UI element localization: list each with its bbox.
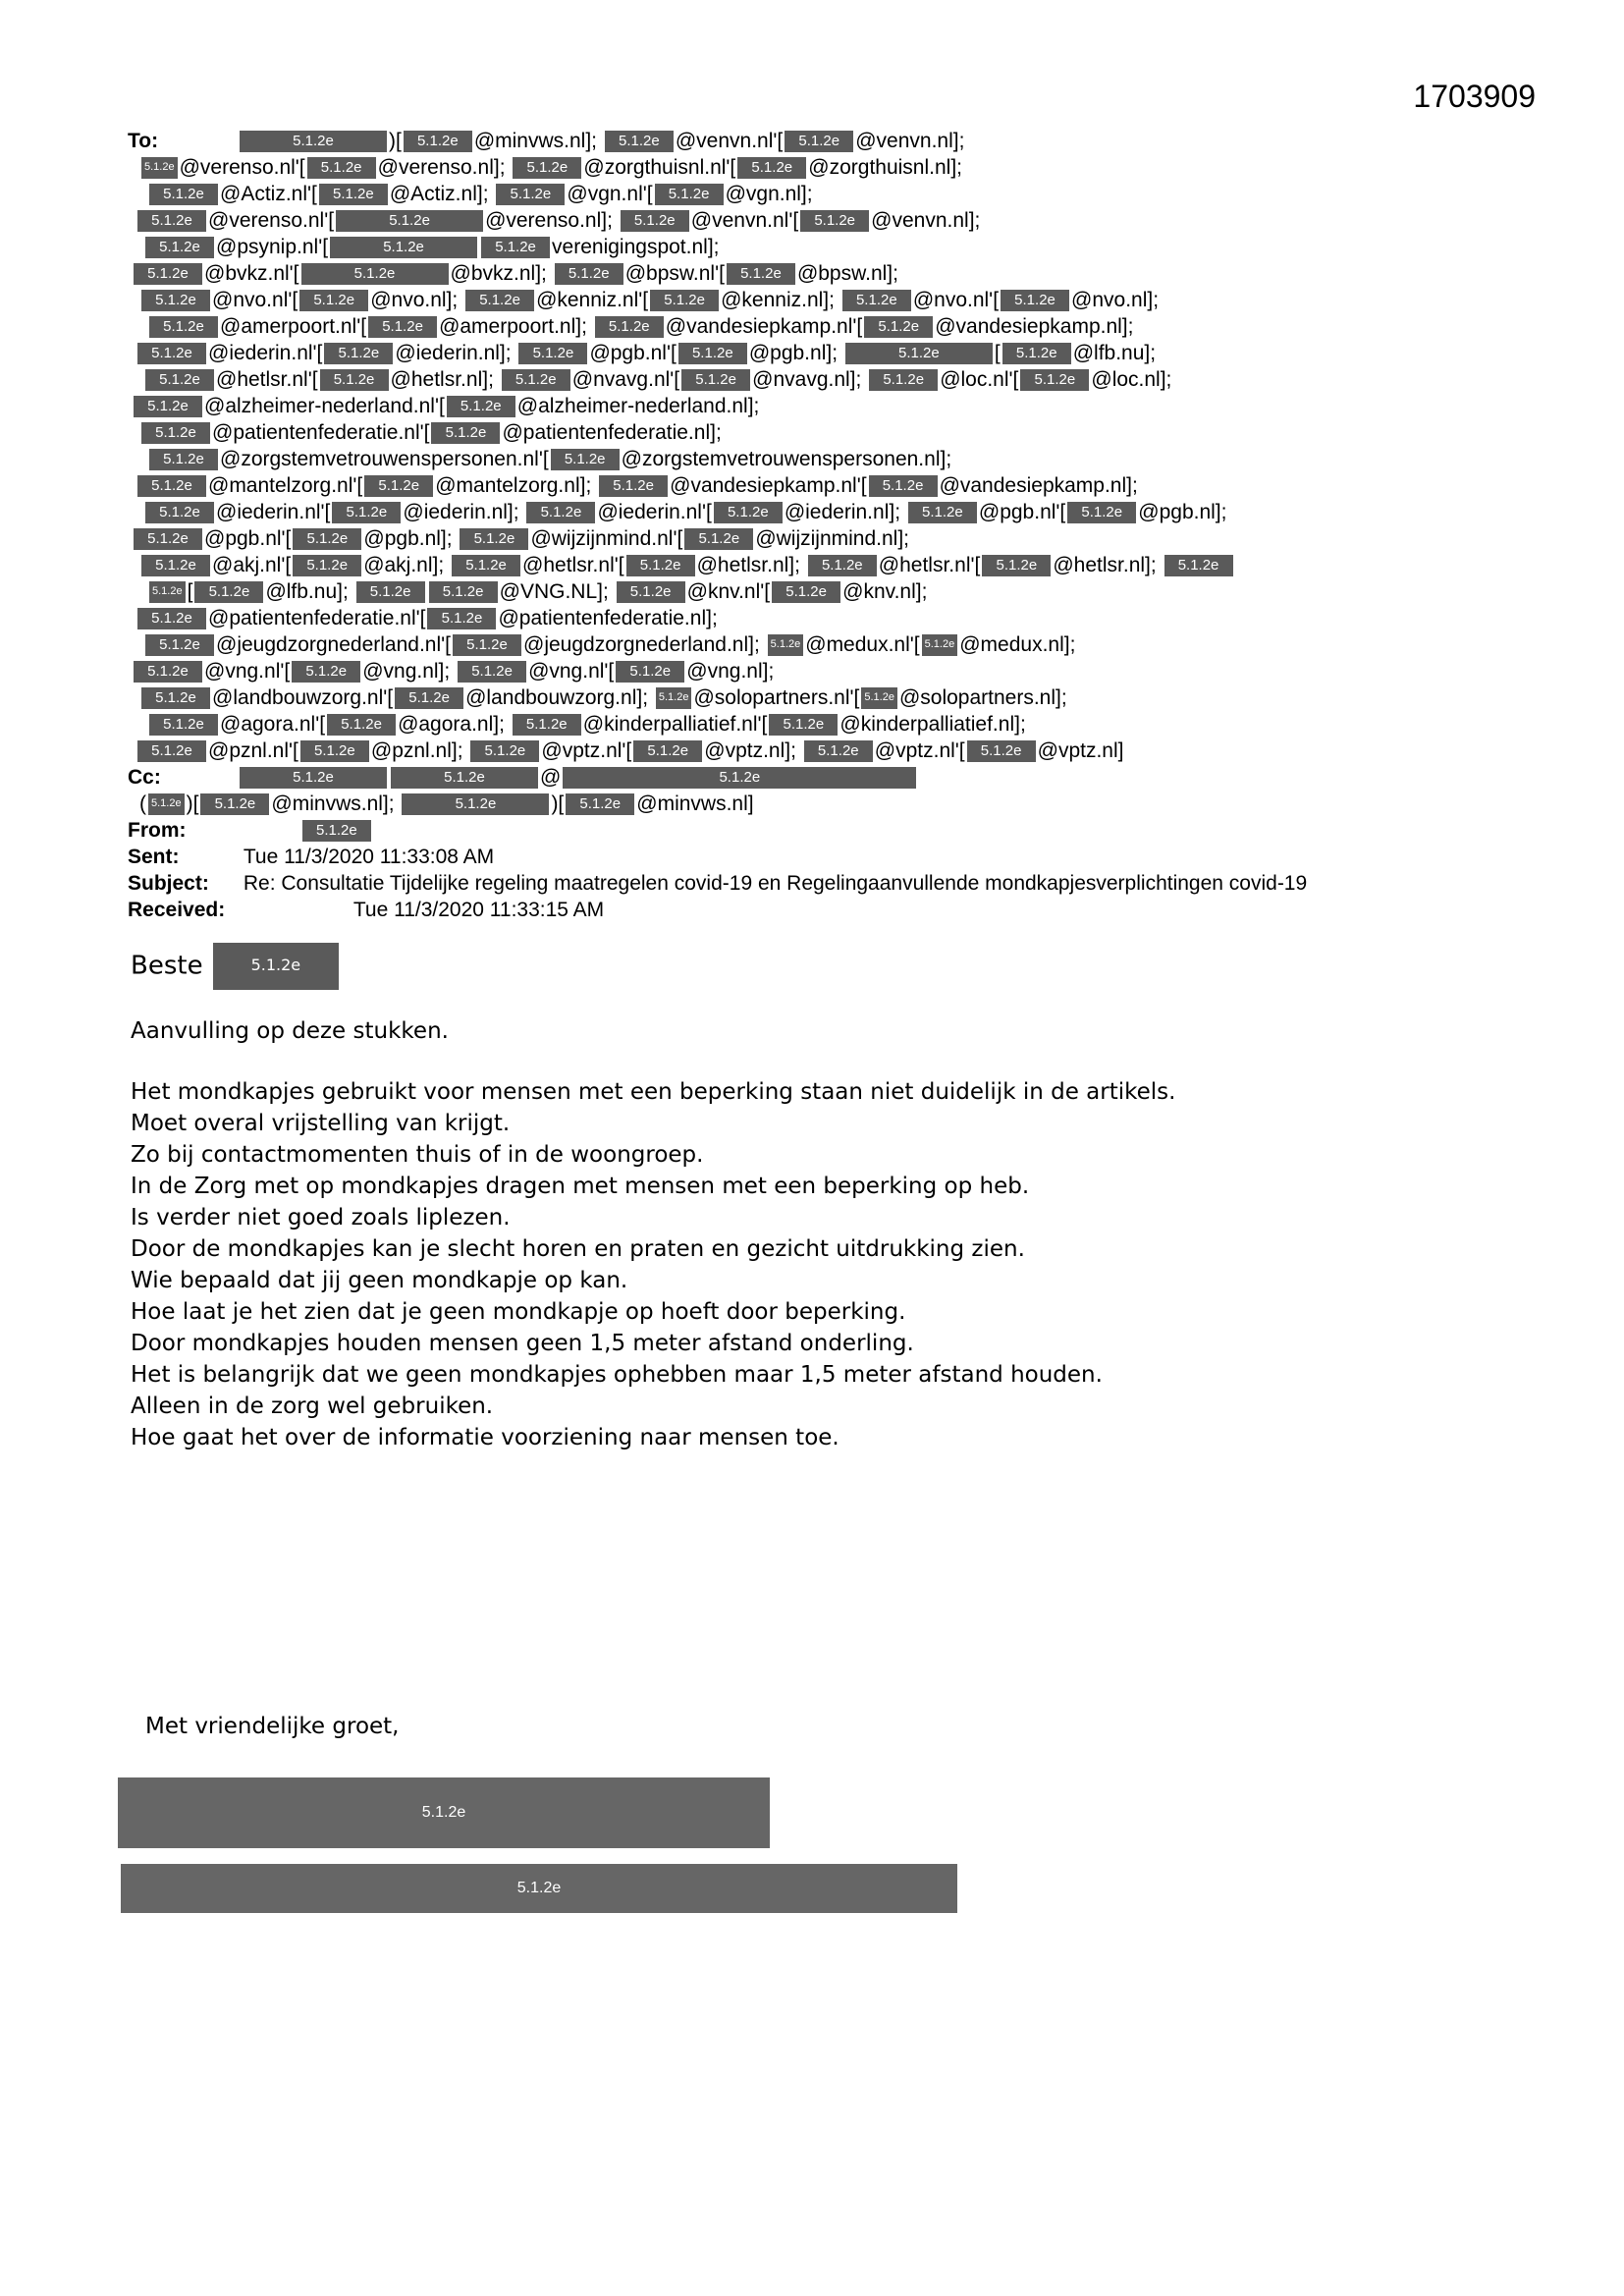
redaction-box: 5.1.2e [134,661,202,683]
email-address-fragment: @amerpoort.nl'[ [220,315,367,338]
body-line: Moet overal vrijstelling van krijgt. [131,1111,511,1136]
email-address-fragment: @nvo.nl'[ [912,289,1000,311]
redaction-box: 5.1.2e [141,555,210,576]
redaction-box: 5.1.2e [678,343,747,364]
recipient-line [128,366,1492,393]
redaction-box: 5.1.2e [200,793,269,815]
redaction-box: 5.1.2e [145,237,214,258]
redaction-box: 5.1.2e [327,714,396,736]
redaction-box: 5.1.2e [804,740,873,762]
email-address-fragment: @amerpoort.nl]; [439,315,593,338]
recipient-line [128,631,1492,658]
redaction-box: 5.1.2e [332,502,401,523]
email-address-fragment: @nvo.nl]; [1071,289,1160,311]
recipient-line [128,711,1492,738]
email-address-fragment: )[ [186,793,199,815]
redaction-box: 5.1.2e [141,290,210,311]
recipient-line [128,446,1492,472]
redaction-box: 5.1.2e [300,740,369,762]
redaction-box: 5.1.2e [496,184,565,205]
subject-value: Re: Consultatie Tijdelijke regeling maatregelen covid-19 en Regelingaanvullende mondkapjesverplichtingen covid-19 [243,872,1308,895]
email-address-fragment: @pznl.nl]; [370,739,469,762]
body-line: Alleen in de zorg wel gebruiken. [131,1394,494,1419]
email-address-fragment: @nvavg.nl]; [752,368,868,391]
redaction-box: 5.1.2e [319,184,388,205]
redaction-box: 5.1.2e [982,555,1051,576]
redaction-box: 5.1.2e [149,316,218,338]
redaction-box: 5.1.2e [769,714,838,736]
email-address-fragment: @vptz.nl'[ [541,739,632,762]
redaction-box: 5.1.2e [842,290,911,311]
redaction-box: 5.1.2e [513,157,581,179]
email-address-fragment: @medux.nl]; [959,633,1076,656]
email-address-fragment: @patientenfederatie.nl'[ [212,421,430,444]
email-address-fragment: @iederin.nl'[ [216,501,331,523]
body-line: Door mondkapjes houden mensen geen 1,5 meter afstand onderling. [131,1331,914,1356]
email-address-fragment: @ [540,766,562,789]
redaction-box: 5.1.2e [599,475,668,497]
email-address-fragment: @iederin.nl]; [784,501,906,523]
document-number: 1703909 [1413,79,1536,114]
recipient-line [128,234,1492,260]
received-value: Tue 11/3/2020 11:33:15 AM [352,899,605,921]
subject-label: Subject: [128,872,209,895]
email-address-fragment: @zorgthuisnl.nl'[ [583,156,736,179]
redaction-box: 5.1.2e [137,343,206,364]
redaction-box: 5.1.2e [299,290,368,311]
redaction-box: 5.1.2e [737,157,806,179]
email-address-fragment: )[ [551,793,565,815]
redaction-box: 5.1.2e [431,422,500,444]
cc-recipients [128,764,1492,817]
redaction-box: 5.1.2e [149,449,218,470]
recipient-line [128,128,1492,154]
redaction-box: 5.1.2e [526,502,595,523]
email-address-fragment: @kinderpalliatief.nl'[ [582,713,768,736]
email-address-fragment: @loc.nl'[ [940,368,1019,391]
received-row [128,897,1492,923]
recipient-line [128,154,1492,181]
recipient-line [128,313,1492,340]
recipient-line [128,393,1492,419]
email-address-fragment: @hetlsr.nl'[ [522,554,624,576]
redaction-box: 5.1.2e [655,184,724,205]
email-address-fragment: @kenniz.nl'[ [536,289,649,311]
email-address-fragment: @vptz.nl'[ [874,739,965,762]
email-address-fragment: )[ [389,130,402,152]
email-address-fragment: @agora.nl'[ [220,713,326,736]
email-address-fragment: @venvn.nl'[ [675,130,784,152]
email-address-fragment: @venvn.nl]; [855,130,965,152]
redaction-box: 5.1.2e [502,369,570,391]
email-address-fragment: @lfb.nu]; [265,580,354,603]
email-address-fragment: @loc.nl]; [1091,368,1172,391]
email-address-fragment: @hetlsr.nl]; [1053,554,1163,576]
greeting-line [131,943,1407,990]
redaction-box: 5.1.2e [1001,290,1069,311]
from-redaction: 5.1.2e [302,820,371,842]
body-line: Is verder niet goed zoals liplezen. [131,1205,511,1230]
email-address-fragment: @kinderpalliatief.nl]; [839,713,1026,736]
redaction-box: 5.1.2e [566,793,634,815]
redaction-box: 5.1.2e [301,263,449,285]
email-address-fragment: @landbouwzorg.nl'[ [212,686,394,709]
recipient-line [128,287,1492,313]
redaction-box: 5.1.2e [137,608,206,629]
email-address-fragment: @agora.nl]; [398,713,511,736]
email-address-fragment: @pgb.nl'[ [978,501,1066,523]
email-address-fragment: @minvws.nl]; [473,130,603,152]
email-address-fragment: @patientenfederatie.nl]; [498,607,718,629]
email-address-fragment: @minvws.nl] [636,793,754,815]
redaction-box: 5.1.2e [800,210,869,232]
recipient-line [128,764,1492,791]
redaction-box: 5.1.2e [772,581,840,603]
redaction-box: 5.1.2e [148,793,185,815]
email-address-fragment: @vptz.nl] [1037,739,1124,762]
redaction-box: 5.1.2e [137,475,206,497]
email-address-fragment: @pgb.nl]; [748,342,843,364]
email-address-fragment: @medux.nl'[ [805,633,920,656]
recipient-line [128,340,1492,366]
email-address-fragment: @vptz.nl]; [704,739,802,762]
email-address-fragment: @nvo.nl'[ [212,289,298,311]
redaction-box: 5.1.2e [141,422,210,444]
redaction-box: 5.1.2e [861,687,897,709]
received-label: Received: [128,899,226,921]
redaction-box: 5.1.2e [1020,369,1089,391]
email-address-fragment: @bpsw.nl'[ [624,262,725,285]
email-address-fragment: @vng.nl]; [362,660,457,683]
redaction-box: 5.1.2e [356,581,425,603]
body-line: Door de mondkapjes kan je slecht horen en praten en gezicht uitdrukking zien. [131,1236,1025,1262]
email-address-fragment: @pgb.nl'[ [204,527,292,550]
redaction-box: 5.1.2e [595,316,664,338]
email-address-fragment: @bvkz.nl]; [450,262,553,285]
email-address-fragment: @solopartners.nl]; [898,686,1067,709]
email-address-fragment: @akj.nl'[ [212,554,292,576]
email-address-fragment: @iederin.nl'[ [208,342,323,364]
redaction-box: 5.1.2e [240,767,387,789]
email-address-fragment: @patientenfederatie.nl'[ [208,607,426,629]
redaction-box: 5.1.2e [292,661,360,683]
email-address-fragment: @zorgstemvetrouwenspersonen.nl'[ [220,448,549,470]
redaction-box: 5.1.2e [617,581,685,603]
redaction-box: 5.1.2e [458,661,526,683]
redaction-box: 5.1.2e [869,369,938,391]
body-line: Zo bij contactmomenten thuis of in de woongroep. [131,1142,704,1168]
subject-row [128,870,1492,897]
email-address-fragment: @venvn.nl]; [871,209,981,232]
body-line: Het is belangrijk dat we geen mondkapjes ophebben maar 1,5 meter afstand houden. [131,1362,1103,1388]
email-address-fragment: @zorgthuisnl.nl]; [808,156,963,179]
email-address-fragment: @Actiz.nl'[ [220,183,317,205]
email-address-fragment: @bvkz.nl'[ [204,262,299,285]
redaction-box: 5.1.2e [194,581,263,603]
email-address-fragment: @jeugdzorgnederland.nl]; [523,633,766,656]
email-address-fragment: @wijzijnmind.nl'[ [530,527,683,550]
redaction-box: 5.1.2e [922,634,958,656]
redaction-box: 5.1.2e [364,475,433,497]
redaction-box: 5.1.2e [656,687,692,709]
redaction-box: 5.1.2e [391,767,538,789]
email-address-fragment: @verenso.nl]; [485,209,619,232]
redaction-box: 5.1.2e [141,687,210,709]
redaction-box: 5.1.2e [684,528,753,550]
redaction-box: 5.1.2e [563,767,916,789]
redaction-box: 5.1.2e [402,793,549,815]
email-address-fragment: @bpsw.nl]; [796,262,898,285]
redaction-box: 5.1.2e [453,634,521,656]
redaction-box: 5.1.2e [626,555,695,576]
recipient-line [128,791,1492,817]
email-address-fragment: @verenso.nl'[ [208,209,335,232]
redaction-box: 5.1.2e [137,210,206,232]
recipient-line [128,207,1492,234]
redaction-box: 5.1.2e [145,502,214,523]
redaction-box: 5.1.2e [605,131,674,152]
redaction-box: 5.1.2e [429,581,498,603]
signature-redaction-2: 5.1.2e [121,1864,957,1913]
recipient-line [128,181,1492,207]
body-line: Wie bepaald dat jij geen mondkapje op kan. [131,1268,628,1293]
email-address-fragment: @knv.nl'[ [686,580,771,603]
redaction-box: 5.1.2e [395,687,463,709]
email-address-fragment: @mantelzorg.nl]; [435,474,598,497]
email-address-fragment: @VNG.NL]; [499,580,615,603]
email-address-fragment: @alzheimer-nederland.nl]; [516,395,760,417]
redaction-box: 5.1.2e [320,369,389,391]
email-address-fragment: @mantelzorg.nl'[ [208,474,363,497]
redaction-box: 5.1.2e [650,290,719,311]
redaction-box: 5.1.2e [404,131,472,152]
redaction-box: 5.1.2e [551,449,620,470]
email-address-fragment: @jeugdzorgnederland.nl'[ [216,633,451,656]
email-address-fragment: @alzheimer-nederland.nl'[ [204,395,445,417]
email-address-fragment: @vng.nl'[ [528,660,615,683]
to-recipients [128,128,1492,764]
redaction-box: 5.1.2e [134,528,202,550]
redaction-box: 5.1.2e [465,290,534,311]
redaction-box: 5.1.2e [145,634,214,656]
email-address-fragment: @patientenfederatie.nl]; [502,421,722,444]
email-address-fragment: @pgb.nl]; [363,527,459,550]
email-address-fragment: @pgb.nl]; [1138,501,1227,523]
redaction-box: 5.1.2e [141,157,178,179]
email-address-fragment: @iederin.nl'[ [597,501,712,523]
redaction-box: 5.1.2e [470,740,539,762]
redaction-box: 5.1.2e [368,316,437,338]
email-address-fragment: @vgn.nl'[ [567,183,653,205]
redaction-box: 5.1.2e [518,343,587,364]
redaction-box: 5.1.2e [555,263,623,285]
greeting-text: Beste [131,951,203,981]
redaction-box: 5.1.2e [1164,555,1233,576]
email-address-fragment: @zorgstemvetrouwenspersonen.nl]; [621,448,952,470]
recipient-line [128,419,1492,446]
email-address-fragment: @kenniz.nl]; [721,289,840,311]
redaction-box: 5.1.2e [149,714,218,736]
email-address-fragment: @hetlsr.nl'[ [216,368,318,391]
recipient-line [128,658,1492,684]
recipient-line [128,738,1492,764]
redaction-box: 5.1.2e [967,740,1036,762]
email-address-fragment: ( [139,793,146,815]
email-body [131,943,1407,1483]
email-address-fragment: @akj.nl]; [363,554,451,576]
sent-value: Tue 11/3/2020 11:33:08 AM [243,846,495,868]
body-line: In de Zorg met op mondkapjes dragen met mensen met een beperking op heb. [131,1174,1030,1199]
email-address-fragment: @psynip.nl'[ [216,236,329,258]
redaction-box: 5.1.2e [336,210,483,232]
redaction-box: 5.1.2e [145,369,214,391]
from-row [128,817,1492,844]
email-address-fragment: @vandesiepkamp.nl]; [935,315,1134,338]
email-address-fragment: @lfb.nu]; [1072,342,1157,364]
body-line: Hoe gaat het over de informatie voorziening naar mensen toe. [131,1425,839,1450]
redaction-box: 5.1.2e [240,131,387,152]
email-address-fragment: @vandesiepkamp.nl]; [939,474,1138,497]
email-address-fragment: @knv.nl]; [842,580,928,603]
email-address-fragment: @hetlsr.nl'[ [878,554,981,576]
email-header [128,128,1492,923]
redaction-box: 5.1.2e [324,343,393,364]
email-address-fragment: @vandesiepkamp.nl'[ [670,474,867,497]
email-address-fragment: @nvavg.nl'[ [571,368,680,391]
redaction-box: 5.1.2e [330,237,477,258]
redaction-box: 5.1.2e [864,316,933,338]
redaction-box: 5.1.2e [149,184,218,205]
intro-paragraph: Aanvulling op deze stukken. [131,1018,449,1044]
body-paragraph [131,1076,1407,1453]
email-address-fragment: @iederin.nl]; [403,501,525,523]
email-address-fragment: @iederin.nl]; [395,342,517,364]
redaction-box: 5.1.2e [681,369,750,391]
redaction-box: 5.1.2e [1002,343,1071,364]
redaction-box: 5.1.2e [293,528,361,550]
redaction-box: 5.1.2e [1067,502,1136,523]
redaction-box: 5.1.2e [452,555,520,576]
email-address-fragment: @wijzijnmind.nl]; [755,527,910,550]
email-address-fragment: [ [994,342,1001,364]
redaction-box: 5.1.2e [134,396,202,417]
email-address-fragment: @vandesiepkamp.nl'[ [665,315,863,338]
redaction-box: 5.1.2e [869,475,938,497]
redaction-box: 5.1.2e [427,608,496,629]
email-address-fragment: @nvo.nl]; [370,289,464,311]
redaction-box: 5.1.2e [137,740,206,762]
recipient-line [128,525,1492,552]
email-address-fragment: @pznl.nl'[ [208,739,298,762]
recipient-line [128,499,1492,525]
recipient-line [128,552,1492,578]
redaction-box: 5.1.2e [447,396,515,417]
recipient-line [128,605,1492,631]
closing-line: Met vriendelijke groet, [145,1714,400,1739]
recipient-line [128,472,1492,499]
email-address-fragment: @vng.nl'[ [204,660,291,683]
email-address-fragment: @verenso.nl]; [377,156,512,179]
redaction-box: 5.1.2e [808,555,877,576]
redaction-box: 5.1.2e [460,528,528,550]
redaction-box: 5.1.2e [714,502,783,523]
redaction-box: 5.1.2e [633,740,702,762]
redaction-box: 5.1.2e [293,555,361,576]
signature-redaction-1: 5.1.2e [118,1777,770,1848]
sent-row [128,844,1492,870]
email-address-fragment: verenigingspot.nl]; [552,236,720,258]
to-label: To: [128,130,159,152]
email-address-fragment: [ [187,580,193,603]
email-address-fragment: @pgb.nl'[ [589,342,677,364]
email-address-fragment: @landbouwzorg.nl]; [465,686,654,709]
email-address-fragment: @hetlsr.nl]; [696,554,806,576]
email-address-fragment: @verenso.nl'[ [179,156,305,179]
redaction-box: 5.1.2e [621,210,689,232]
greeting-redaction: 5.1.2e [213,943,339,990]
redaction-box: 5.1.2e [785,131,853,152]
redaction-box: 5.1.2e [616,661,684,683]
redaction-box: 5.1.2e [768,634,804,656]
email-address-fragment: @hetlsr.nl]; [390,368,500,391]
cc-label: Cc: [128,766,161,789]
email-address-fragment: @vgn.nl]; [725,183,813,205]
email-address-fragment: @vng.nl]; [686,660,775,683]
email-address-fragment: @minvws.nl]; [271,793,401,815]
recipient-line [128,578,1492,605]
redaction-box: 5.1.2e [727,263,795,285]
body-line: Hoe laat je het zien dat je geen mondkapje op hoeft door beperking. [131,1299,906,1325]
body-line: Het mondkapjes gebruikt voor mensen met een beperking staan niet duidelijk in de artikels. [131,1079,1176,1105]
redaction-box: 5.1.2e [481,237,550,258]
redaction-box: 5.1.2e [908,502,977,523]
redaction-box: 5.1.2e [149,581,186,603]
redaction-box: 5.1.2e [845,343,993,364]
sent-label: Sent: [128,846,180,868]
email-address-fragment: @venvn.nl'[ [690,209,799,232]
recipient-line [128,260,1492,287]
redaction-box: 5.1.2e [513,714,581,736]
recipient-line [128,684,1492,711]
redaction-box: 5.1.2e [134,263,202,285]
email-address-fragment: @solopartners.nl'[ [693,686,860,709]
email-address-fragment: @Actiz.nl]; [389,183,495,205]
redaction-box: 5.1.2e [307,157,376,179]
from-label: From: [128,819,187,842]
